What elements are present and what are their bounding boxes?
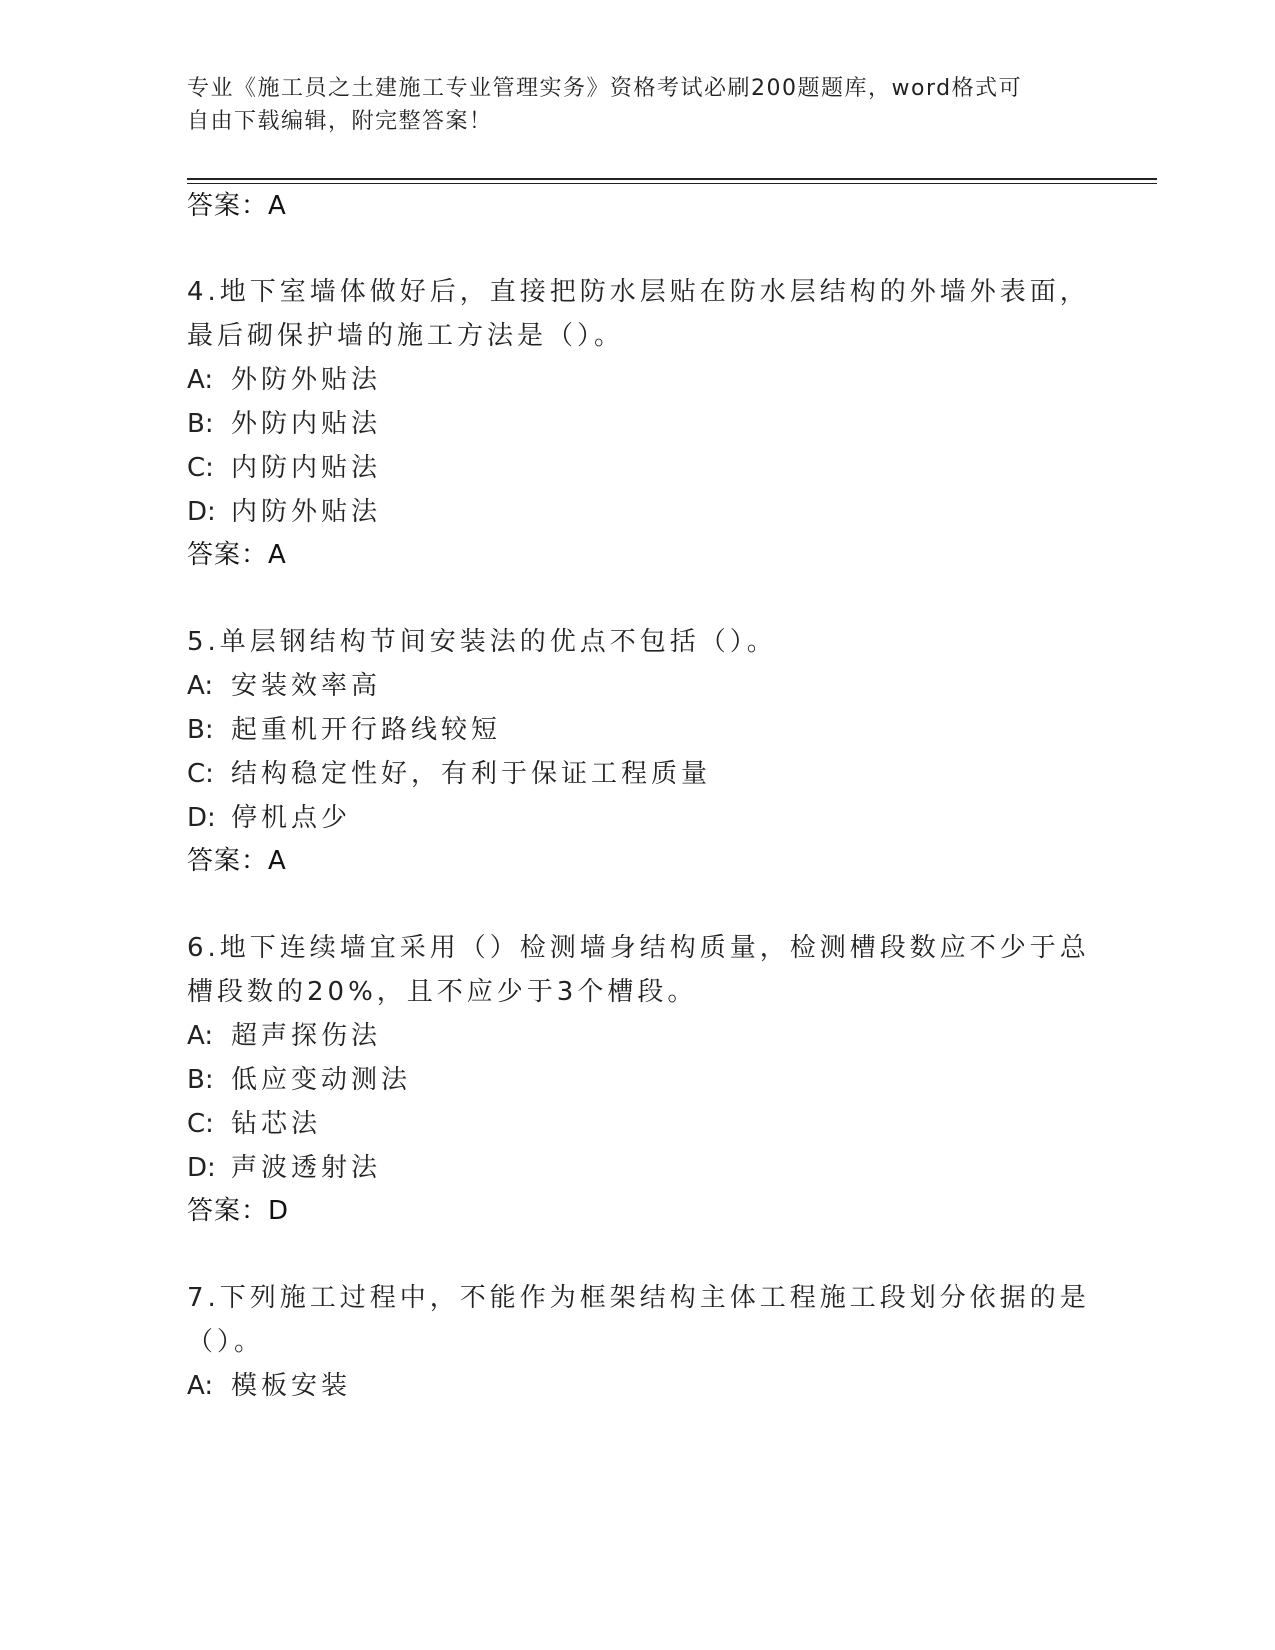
header-line-1: 专业《施工员之土建施工专业管理实务》资格考试必刷200题题库，word格式可 xyxy=(187,76,1023,101)
prev-answer: 答案：A xyxy=(187,191,287,221)
question-4-option-b xyxy=(187,406,381,442)
option-letter: D: xyxy=(187,497,216,527)
option-text: 超声探伤法 xyxy=(231,1021,382,1051)
question-5-answer: 答案：A xyxy=(187,846,287,876)
option-letter: C: xyxy=(187,759,214,789)
question-6-option-d xyxy=(187,1150,381,1186)
question-7-stem-line-1: 7.下列施工过程中，不能作为框架结构主体工程施工段划分依据的是 xyxy=(187,1283,1090,1313)
option-letter: C: xyxy=(187,453,214,483)
header-line-2: 自由下载编辑，附完整答案！ xyxy=(187,109,493,134)
option-letter: B: xyxy=(187,715,214,745)
question-5-option-d xyxy=(187,800,351,836)
question-4-stem-line-2: 最后砌保护墙的施工方法是（）。 xyxy=(187,321,625,351)
option-letter: B: xyxy=(187,1065,214,1095)
question-4-option-c xyxy=(187,450,381,486)
option-text: 停机点少 xyxy=(231,803,352,833)
option-text: 内防外贴法 xyxy=(231,497,382,527)
option-letter: D: xyxy=(187,1153,216,1183)
option-letter: A: xyxy=(187,1371,214,1401)
option-letter: D: xyxy=(187,803,216,833)
option-text: 模板安装 xyxy=(231,1371,352,1401)
option-text: 外防内贴法 xyxy=(231,409,382,439)
question-6-option-b xyxy=(187,1062,411,1098)
question-4-stem-line-1: 4.地下室墙体做好后，直接把防水层贴在防水层结构的外墙外表面， xyxy=(187,277,1090,307)
option-text: 内防内贴法 xyxy=(231,453,382,483)
option-text: 结构稳定性好，有利于保证工程质量 xyxy=(231,759,712,789)
question-7-stem-line-2: （）。 xyxy=(187,1327,265,1357)
option-letter: A: xyxy=(187,671,214,701)
option-text: 安装效率高 xyxy=(231,671,382,701)
header-divider-thick xyxy=(187,178,1157,180)
question-5-option-c xyxy=(187,756,711,792)
option-text: 钻芯法 xyxy=(231,1109,322,1139)
option-text: 外防外贴法 xyxy=(231,365,382,395)
option-text: 低应变动测法 xyxy=(231,1065,412,1095)
option-text: 声波透射法 xyxy=(231,1153,382,1183)
question-7-option-a xyxy=(187,1368,351,1404)
option-letter: A: xyxy=(187,1021,214,1051)
option-letter: A: xyxy=(187,365,214,395)
question-4-answer: 答案：A xyxy=(187,540,287,570)
question-4-option-a xyxy=(187,362,381,398)
question-4-option-d xyxy=(187,494,381,530)
option-text: 起重机开行路线较短 xyxy=(231,715,502,745)
question-6-option-a xyxy=(187,1018,381,1054)
question-5-option-a xyxy=(187,668,381,704)
question-6-stem-line-1: 6.地下连续墙宜采用（）检测墙身结构质量，检测槽段数应不少于总 xyxy=(187,933,1090,963)
question-5-stem-line-1: 5.单层钢结构节间安装法的优点不包括（）。 xyxy=(187,627,777,657)
question-5-option-b xyxy=(187,712,501,748)
question-6-answer: 答案：D xyxy=(187,1196,290,1226)
option-letter: B: xyxy=(187,409,214,439)
question-6-option-c xyxy=(187,1106,321,1142)
header-divider-thin xyxy=(187,183,1157,184)
document-header xyxy=(187,72,1067,138)
question-6-stem-line-2: 槽段数的20%，且不应少于3个槽段。 xyxy=(187,977,698,1007)
option-letter: C: xyxy=(187,1109,214,1139)
